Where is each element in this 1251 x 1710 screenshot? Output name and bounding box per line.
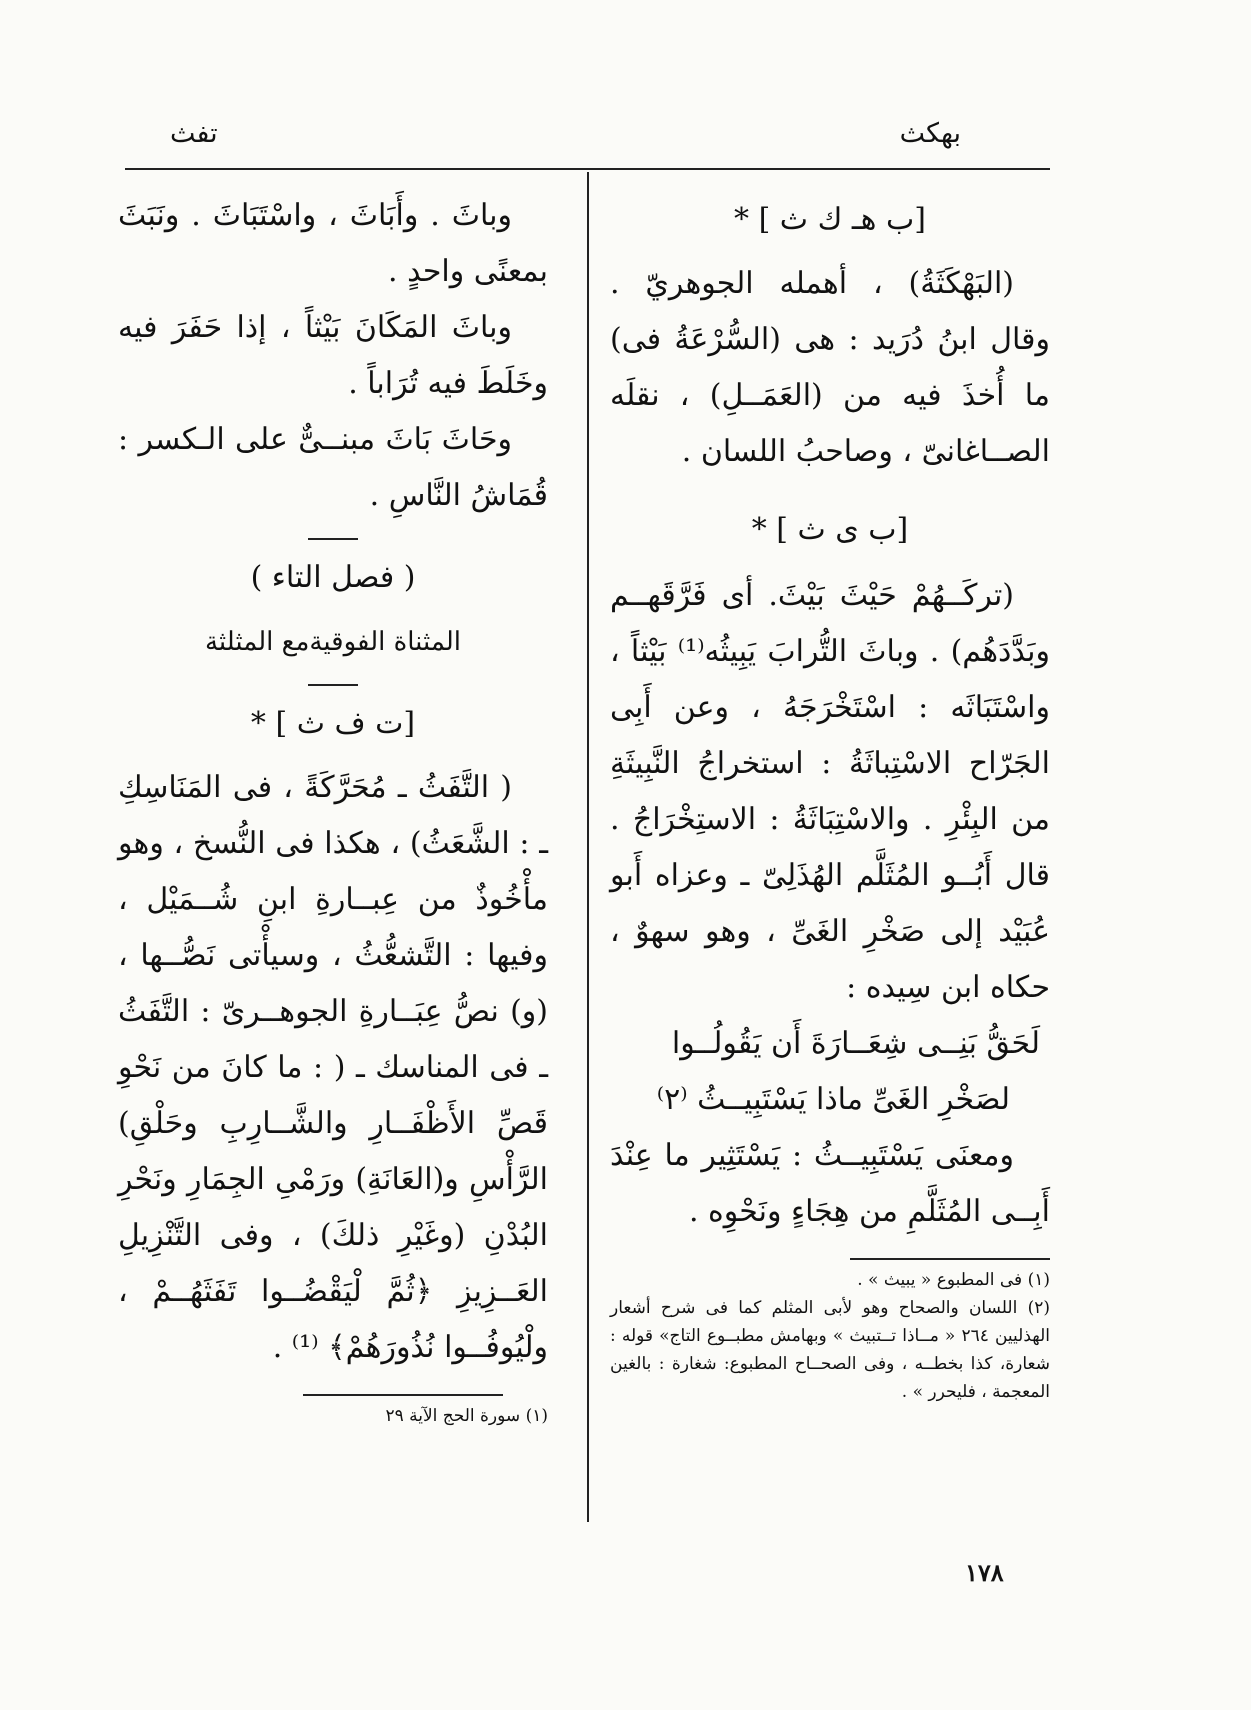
entry-text-byth-cont-1: وباثَ . وأَبَاثَ ، واسْتَبَاثَ . ونَبَثَ بمعنًى واحدٍ . — [118, 198, 548, 289]
footnote-left-1: (١) سورة الحج الآية ٢٩ — [385, 1406, 548, 1426]
entry-text-byth-cont-3: وحَاثَ بَاثَ مبنــىٌّ على الـكسر : قُمَاشُ النَّاسِ . — [118, 422, 548, 513]
footnote-right-1: (١) فى المطبوع « يبيث » . — [857, 1270, 1050, 1290]
entry-heading-bhkth: [ب هـ ك ث ] * — [734, 202, 926, 237]
running-head-left: تفث — [170, 118, 218, 149]
verse-line-2: لصَخْرِ الغَىِّ ماذا يَسْتَبِيــثُ ⁽٢⁾ — [656, 1082, 1010, 1117]
entry-heading-byth: [ب ى ث ] * — [751, 512, 909, 547]
section-title: ( فصل التاء ) — [250, 560, 416, 595]
page-number: ١٧٨ — [965, 1558, 1004, 1587]
header-rule — [125, 168, 1050, 170]
footnotes-right — [610, 1266, 1050, 1406]
right-column — [610, 188, 1050, 1406]
footnote-rule-left — [303, 1394, 503, 1396]
footnote-rule-right — [850, 1258, 1050, 1260]
left-column — [118, 188, 548, 1430]
section-separator-top — [308, 538, 358, 540]
verse-line-1: لَحَقُّ بَنِــى شِعَــارَةَ أَن يَقُولُــوا — [671, 1026, 1040, 1061]
entry-text-tfth: ( التَّفَثُ ـ مُحَرَّكَةً ، فى المَنَاسِكِ ـ : الشَّعَثُ) ، هكذا فى النُّسخ ، وهو مأْخُوذٌ من عِبــارةِ ابنِ شُــمَيْل ، وفيها : التَّشعُّثُ ، وسيأْتى نَصُّــها ، (و) نصُّ عِبَــارةِ الجوهــرىّ : التَّفَثُ ـ فى المناسك ـ ( : ما كانَ من نَحْوِ قَصِّ الأَظْفَــارِ والشَّــارِبِ وحَلْقِ) الرَّأْسِ و(العَانَةِ) ورَمْىِ الجِمَارِ ونَحْرِ البُدْنِ (وغَيْرِ ذلكَ) ، وفى التَّنْزِيلِ العَــزِيزِ ﴿ثُمَّ لْيَقْضُــوا تَفَثَهُــمْ ، ولْيُوفُــوا نُذُورَهُمْ﴾ ⁽¹⁾ . — [118, 770, 548, 1365]
entry-text-byth-cont-2: وباثَ المَكَانَ بَيْثاً ، إذا حَفَرَ فيه وخَلَطَ فيه تُرَاباً . — [118, 310, 548, 401]
entry-heading-tfth: [ت ف ث ] * — [250, 706, 416, 741]
running-head-right: بهكث — [899, 118, 961, 149]
footnote-right-2: (٢) اللسان والصحاح وهو لأبى المثلم كما فى شرح أشعار الهذليين ٢٦٤ « مــاذا تــتبيث » وبهامش مطبــوع التاج» قوله : شعارة، كذا بخطــه ، وفى الصحــاح المطبوع: شغارة : بالغين المعجمة ، فليحرر » . — [610, 1298, 1050, 1402]
entry-text-byth: (تركَــهُمْ حَيْثَ بَيْثَ. أى فَرَّقَهــم وبَدَّدَهُم) . وباثَ التُّرابَ يَبِيثُه⁽¹⁾ بَيْثاً ، واسْتَبَاثَه : اسْتَخْرَجَهُ ، وعن أَبِى الجَرّاح الاسْتِباثَةُ : استخراجُ النَّبِيثَةِ من البِئْرِ . والاسْتِبَاثَةُ : الاستِخْرَاجُ . قال أَبُــو المُثَلَّم الهُذَلِىّ ـ وعزاه أَبو عُبَيْد إلى صَخْرِ الغَىِّ ، وهو سهوٌ ، حكاه ابن سِيده : — [610, 578, 1051, 1005]
entry-text-bhkth: (البَهْكَثَةُ) ، أهمله الجوهريّ . وقال ابنُ دُرَيد : هى (السُّرْعَةُ فى) ما أُخذَ فيه من (العَمَــلِ) ، نقلَه الصــاغانىّ ، وصاحبُ اللسان . — [610, 266, 1050, 469]
column-divider — [587, 172, 589, 1522]
entry-text-byth-meaning: ومعنَى يَسْتَبِيــثُ : يَسْتَثِير ما عِنْدَ أَبِــى المُثَلَّمِ من هِجَاءٍ ونَحْوِه . — [610, 1138, 1050, 1229]
footnotes-left — [118, 1402, 548, 1430]
section-subtitle: المثناة الفوقيةمع المثلثة — [204, 627, 462, 657]
section-separator-bottom — [308, 684, 358, 686]
